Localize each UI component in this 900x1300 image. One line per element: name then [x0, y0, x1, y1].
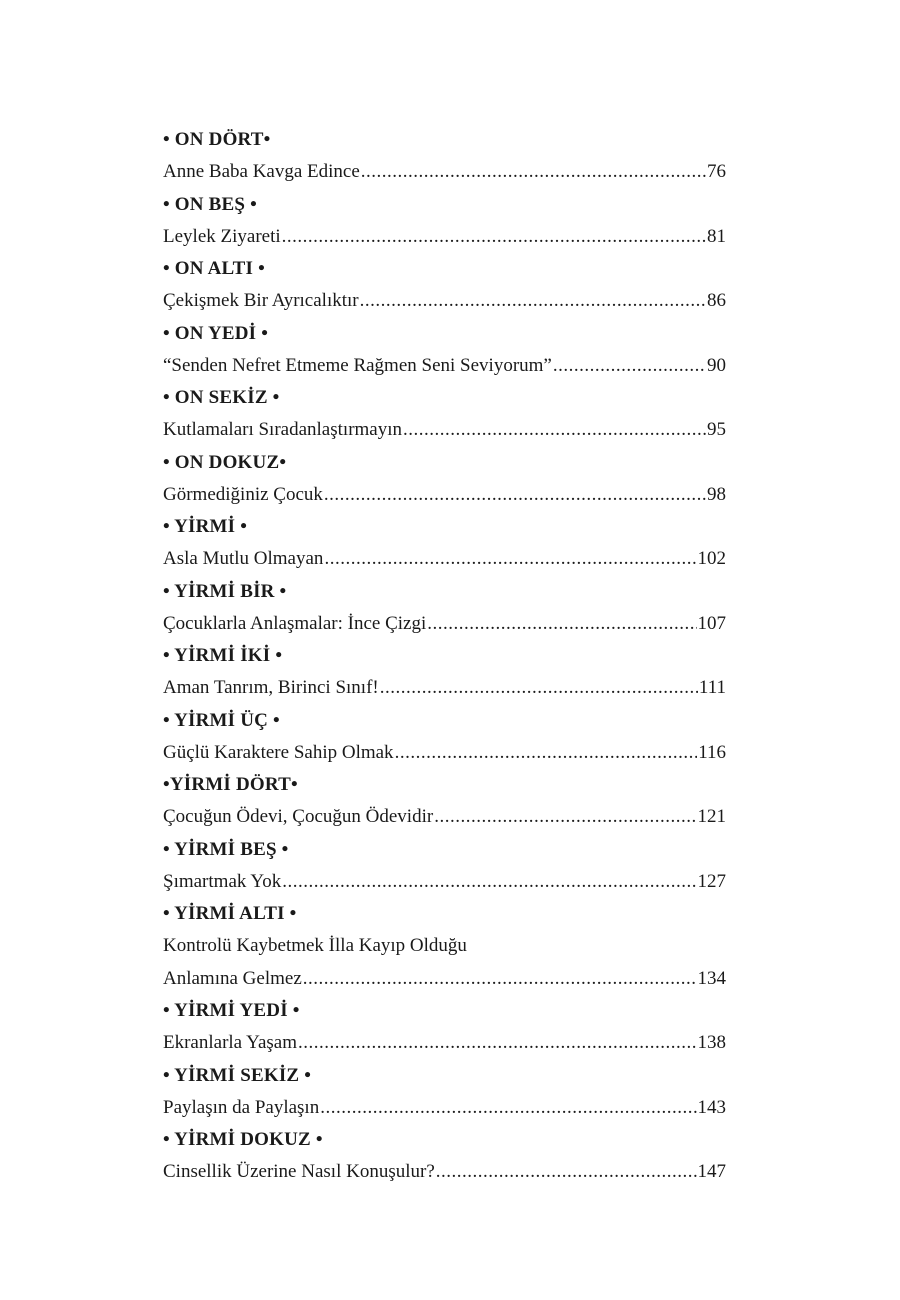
dot-leader	[434, 801, 696, 833]
entry-title: Anlamına Gelmez	[163, 967, 302, 989]
toc-line	[163, 414, 726, 446]
toc-entry-18	[163, 382, 726, 446]
entry-title: Güçlü Karaktere Sahip Olmak	[163, 741, 394, 763]
dot-leader	[324, 543, 696, 575]
chapter-heading: • YİRMİ ÜÇ •	[163, 709, 280, 731]
chapter-heading: • YİRMİ BİR •	[163, 580, 287, 602]
chapter-heading: • ON ALTI •	[163, 258, 265, 279]
entry-title: Kutlamaları Sıradanlaştırmayın	[163, 419, 403, 440]
toc-entry-29	[163, 1124, 726, 1188]
chapter-heading: • ON DOKUZ•	[163, 451, 287, 473]
toc-line	[163, 1156, 726, 1188]
toc-line	[163, 737, 726, 769]
chapter-heading: • ON SEKİZ •	[163, 387, 280, 408]
dot-leader	[360, 285, 706, 317]
toc-entry-26	[163, 898, 726, 995]
chapter-heading: • ON YEDİ •	[163, 322, 269, 344]
entry-title: Anne Baba Kavga Edince	[163, 161, 360, 182]
toc-entry-22	[163, 640, 726, 704]
toc-line	[163, 963, 726, 995]
page-number: 102	[697, 548, 726, 569]
toc-entry-21	[163, 576, 726, 640]
toc-line	[163, 479, 726, 511]
page-number: 107	[697, 612, 726, 634]
dot-leader	[427, 608, 696, 640]
toc-line-first	[163, 930, 726, 962]
page-number: 121	[697, 806, 726, 827]
toc-line	[163, 156, 726, 188]
toc-line	[163, 350, 726, 382]
toc-entry-20	[163, 511, 726, 575]
chapter-heading: • ON BEŞ •	[163, 193, 257, 215]
entry-title: Aman Tanrım, Birinci Sınıf!	[163, 677, 379, 698]
entry-title: Çekişmek Bir Ayrıcalıktır	[163, 290, 359, 311]
entry-title: Ekranlarla Yaşam	[163, 1032, 298, 1053]
toc-line	[163, 608, 726, 640]
chapter-heading: • YİRMİ SEKİZ •	[163, 1064, 312, 1086]
toc-entry-19	[163, 447, 726, 511]
dot-leader	[361, 156, 706, 188]
toc-entry-27	[163, 995, 726, 1059]
toc-entry-14	[163, 124, 726, 188]
chapter-heading: • YİRMİ İKİ •	[163, 645, 283, 666]
entry-title: Cinsellik Üzerine Nasıl Konuşulur?	[163, 1161, 435, 1182]
dot-leader	[436, 1156, 697, 1188]
page-number: 95	[707, 419, 726, 440]
page-number: 138	[697, 1032, 726, 1053]
toc-entry-25	[163, 834, 726, 898]
page-number: 116	[698, 741, 726, 763]
dot-leader	[320, 1092, 696, 1124]
toc-line	[163, 285, 726, 317]
dot-leader	[282, 866, 696, 898]
toc-line	[163, 801, 726, 833]
toc-line	[163, 543, 726, 575]
entry-title: Leylek Ziyareti	[163, 225, 281, 247]
entry-title-line1: Kontrolü Kaybetmek İlla Kayıp Olduğu	[163, 935, 467, 956]
page-number: 147	[697, 1161, 726, 1182]
toc-entry-23	[163, 705, 726, 769]
dot-leader	[282, 221, 706, 253]
chapter-heading: • YİRMİ BEŞ •	[163, 838, 289, 860]
toc-entry-28	[163, 1060, 726, 1124]
entry-title: “Senden Nefret Etmeme Rağmen Seni Seviyorum”	[163, 354, 552, 376]
page-number: 127	[697, 870, 726, 892]
dot-leader	[403, 414, 706, 446]
entry-title: Paylaşın da Paylaşın	[163, 1096, 320, 1118]
page-number: 76	[707, 161, 726, 182]
page-number: 98	[707, 483, 726, 505]
dot-leader	[298, 1027, 696, 1059]
chapter-heading: • YİRMİ DOKUZ •	[163, 1129, 323, 1150]
toc-entry-15	[163, 189, 726, 253]
toc-line	[163, 866, 726, 898]
page-number: 90	[707, 354, 726, 376]
entry-title: Şımartmak Yok	[163, 870, 282, 892]
toc-entry-17	[163, 318, 726, 382]
entry-title: Görmediğiniz Çocuk	[163, 483, 323, 505]
toc-line	[163, 1027, 726, 1059]
dot-leader	[553, 350, 706, 382]
entry-title: Çocuklarla Anlaşmalar: İnce Çizgi	[163, 612, 427, 634]
chapter-heading: • YİRMİ YEDİ •	[163, 1000, 300, 1021]
page-number: 81	[707, 225, 726, 247]
entry-title: Çocuğun Ödevi, Çocuğun Ödevidir	[163, 806, 434, 827]
toc-line	[163, 1092, 726, 1124]
table-of-contents	[163, 124, 726, 1189]
entry-title: Asla Mutlu Olmayan	[163, 548, 324, 569]
toc-entry-24	[163, 769, 726, 833]
page-number: 111	[698, 677, 726, 698]
dot-leader	[324, 479, 706, 511]
chapter-heading: •YİRMİ DÖRT•	[163, 774, 298, 795]
chapter-heading: • YİRMİ ALTI •	[163, 903, 297, 924]
dot-leader	[380, 672, 698, 704]
chapter-heading: • ON DÖRT•	[163, 129, 271, 150]
page-number: 143	[697, 1096, 726, 1118]
dot-leader	[303, 963, 697, 995]
chapter-heading: • YİRMİ •	[163, 516, 248, 537]
toc-line	[163, 221, 726, 253]
page-number: 134	[697, 967, 726, 989]
page-number: 86	[707, 290, 726, 311]
toc-line	[163, 672, 726, 704]
dot-leader	[395, 737, 698, 769]
toc-entry-16	[163, 253, 726, 317]
